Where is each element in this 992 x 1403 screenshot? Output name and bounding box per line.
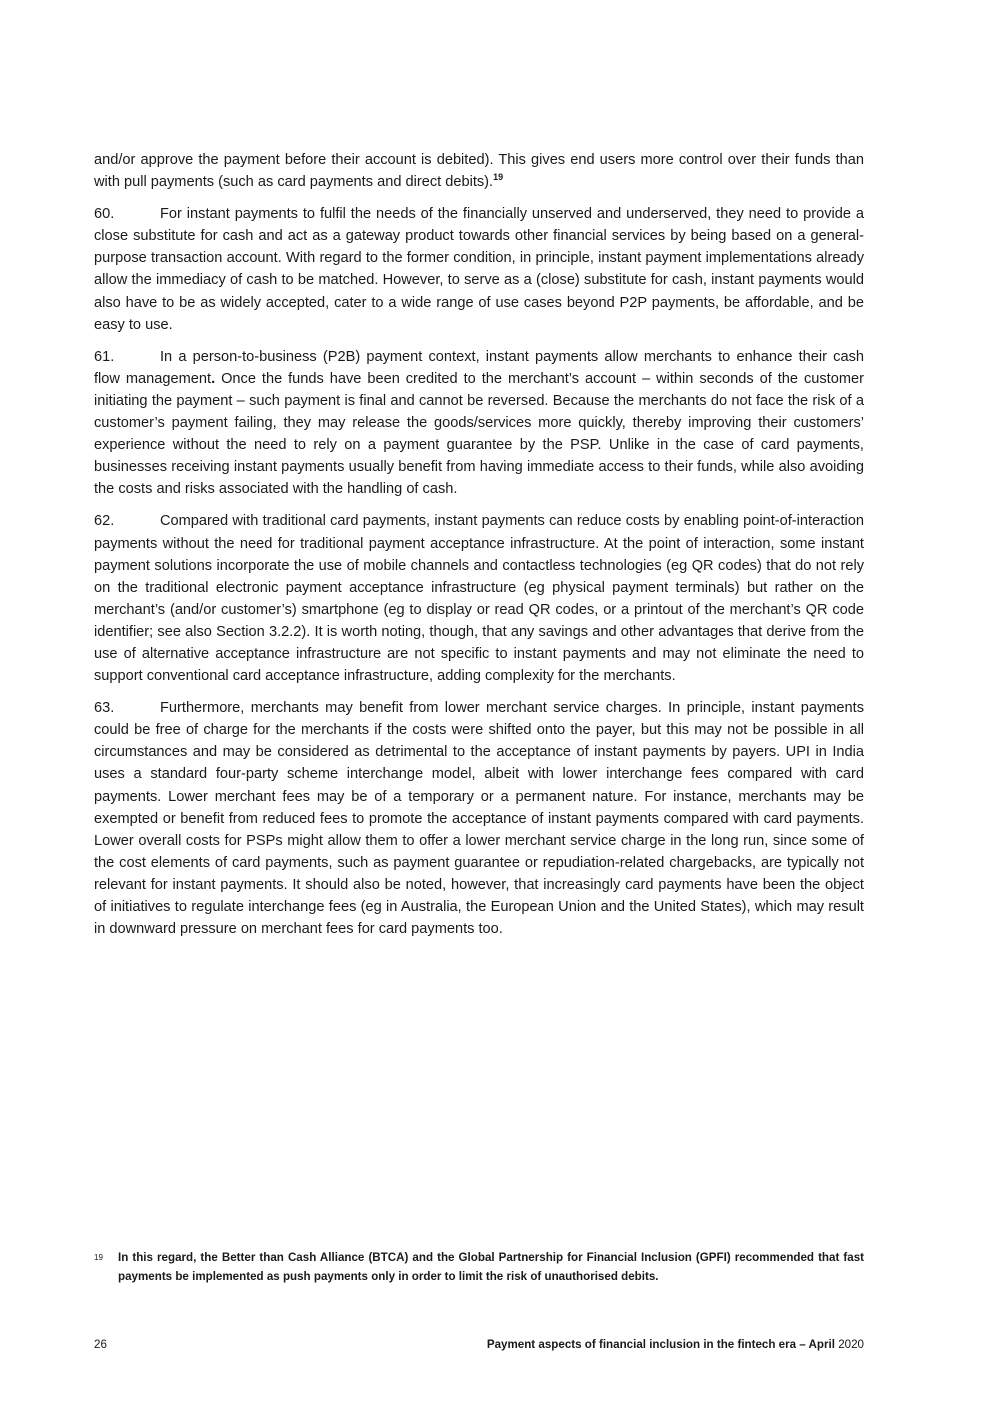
paragraph-bold-period: . bbox=[211, 370, 216, 387]
paragraph-63 bbox=[94, 697, 864, 940]
paragraph-61 bbox=[94, 346, 864, 501]
paragraph-text: Compared with traditional card payments, instant payments can reduce costs by enabling point-of-interaction payments without the need for traditional payment acceptance infrastructure. At the point of interaction, some instant payment solutions incorporate the use of mobile channels and contactless technologies (eg QR codes) that do not rely on the traditional electronic payment acceptance infrastructure (eg physical payment terminals) but rather on the merchant’s (and/or customer’s) smartphone (eg to display or read QR codes, or a printout of the merchant’s QR code identifier; see also Section 3.2.2). It is worth noting, though, that any savings and other advantages that derive from the use of alternative acceptance infrastructure are not specific to instant payments and may not eliminate the need to support conventional card acceptance infrastructure, adding complexity for the merchants. bbox=[94, 513, 864, 685]
footer-title: Payment aspects of financial inclusion in the fintech era – April bbox=[486, 1338, 835, 1351]
continuation-text: and/or approve the payment before their account is debited). This gives end users more control over their funds than with pull payments (such as card payments and direct debits). bbox=[94, 152, 864, 191]
footer-publication bbox=[487, 1338, 864, 1351]
footnote-mark: 19 bbox=[94, 1253, 103, 1262]
paragraph-62 bbox=[94, 510, 864, 687]
footnote-reference-19[interactable]: 19 bbox=[493, 172, 504, 183]
paragraph-number: 63. bbox=[94, 700, 115, 717]
footnote-19 bbox=[94, 1249, 864, 1286]
footer-year: 2020 bbox=[838, 1338, 864, 1351]
paragraph-number: 61. bbox=[94, 348, 115, 365]
paragraph-text-continued: Once the funds have been credited to the merchant’s account – within seconds of the customer initiating the payment – such payment is final and cannot be reversed. Because the merchants do not face the risk of a customer’s payment failing, they may release the goods/services more quickly, thereby improving their customers’ experience without the need to rely on a payment guarantee by the PSP. Unlike in the case of card payments, businesses receiving instant payments usually benefit from having immediate access to their funds, while also avoiding the costs and risks associated with the handling of cash. bbox=[94, 370, 864, 498]
page-number: 26 bbox=[94, 1338, 107, 1351]
paragraph-text: For instant payments to fulfil the needs of the financially unserved and underserved, they need to provide a close substitute for cash and act as a gateway product towards other financial services by being based on a general-purpose transaction account. With regard to the former condition, in principle, instant payment implementations already allow the immediacy of cash to be matched. However, to serve as a (close) substitute for cash, instant payments would also have to be as widely accepted, cater to a wide range of use cases beyond P2P payments, be affordable, and be easy to use. bbox=[94, 206, 864, 333]
paragraph-text: Furthermore, merchants may benefit from lower merchant service charges. In principle, instant payments could be free of charge for the merchants if the costs were shifted onto the payer, but this may not be possible in all circumstances and may be considered as detrimental to the acceptance of instant payments by payers. UPI in India uses a standard four-party scheme interchange model, albeit with lower interchange fees compared with card payments. Lower merchant fees may be of a temporary or a permanent nature. For instance, merchants may be exempted or benefit from reduced fees to promote the acceptance of instant payments compared with card payments. Lower overall costs for PSPs might allow them to offer a lower merchant service charge in the long run, since some of the cost elements of card payments, such as payment guarantee or repudiation-related chargebacks, are typically not relevant for instant payments. It should also be noted, however, that increasingly card payments have been the object of initiatives to regulate interchange fees (eg in Australia, the European Union and the United States), which may result in downward pressure on merchant fees for card payments too. bbox=[94, 700, 864, 938]
footnote-text: In this regard, the Better than Cash Alliance (BTCA) and the Global Partnership for Financial Inclusion (GPFI) recommended that fast payments be implemented as push payments only in order to limit the risk of unauthorised debits. bbox=[118, 1251, 864, 1283]
main-body bbox=[94, 149, 864, 950]
paragraph-number: 62. bbox=[94, 513, 115, 530]
page-footer bbox=[94, 1338, 864, 1351]
paragraph-text: In a person-to-business (P2B) payment context, instant payments allow merchants to enhance their cash flow management bbox=[94, 348, 864, 387]
continuation-paragraph bbox=[94, 149, 864, 193]
paragraph-60 bbox=[94, 203, 864, 336]
paragraph-number: 60. bbox=[94, 206, 115, 223]
